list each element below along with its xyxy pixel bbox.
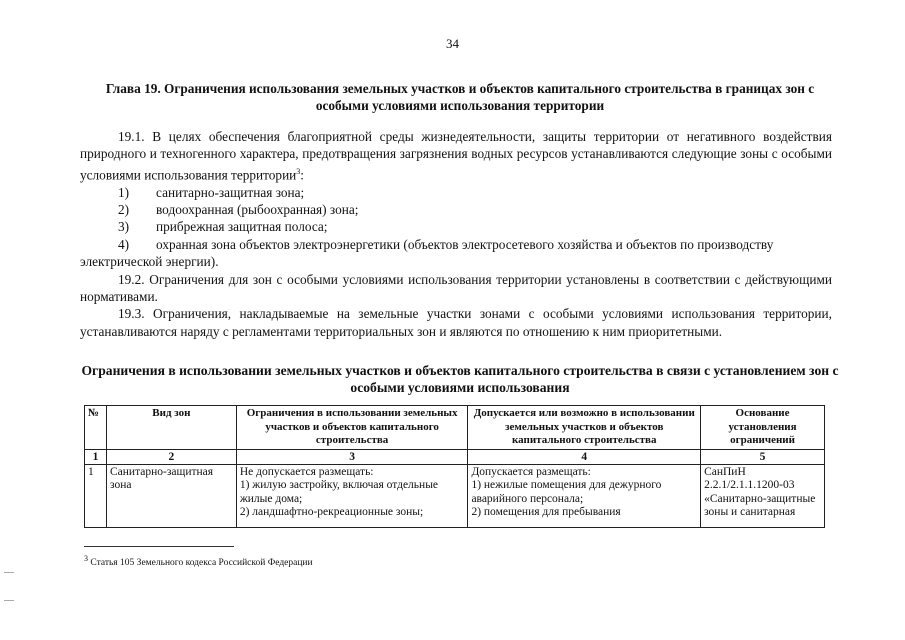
list-item: [80, 184, 832, 201]
column-header-allowed: Допускается или возможно в использовании земельных участков и объектов капитального строительства: [468, 406, 701, 450]
cell-line: СанПиН: [704, 465, 746, 478]
footnote-text: Статья 105 Земельного кодекса Российской Федерации: [88, 558, 313, 569]
page-number: 34: [446, 36, 459, 51]
list-num: 2): [118, 202, 130, 218]
column-header-zone-type: Вид зон: [106, 406, 236, 450]
column-header-restrictions: Ограничения в использовании земельных участков и объектов капитального строительства: [236, 406, 468, 450]
column-header-number: №: [85, 406, 107, 450]
basis-cell: [701, 464, 825, 527]
restrictions-table: [84, 405, 825, 528]
column-number: 1: [85, 449, 107, 464]
cell-line: 2) ландшафтно-рекреационные зоны;: [239, 506, 424, 518]
row-number: 1: [85, 464, 107, 527]
column-header-basis: Основание установления ограничений: [701, 406, 825, 450]
margin-mark: [4, 572, 14, 573]
column-number: 2: [106, 449, 236, 464]
list-num: 1): [118, 184, 130, 200]
list-text: прибрежная защитная полоса;: [156, 219, 328, 235]
cell-line: Допускается размещать:: [471, 465, 591, 478]
cell-line: 1) жилую застройку, включая отдельные жилые дома;: [239, 479, 439, 505]
zone-type-cell: Санитарно-защитная зона: [106, 464, 236, 527]
cell-line: «Санитарно-защитные: [704, 492, 816, 505]
body-text: [80, 128, 832, 340]
list-text: санитарно-защитная зона;: [156, 184, 305, 200]
restrictions-cell: [236, 464, 468, 527]
column-number: 3: [236, 449, 468, 464]
table-header-row: [85, 406, 825, 450]
table-row: [85, 464, 825, 527]
table-title: Ограничения в использовании земельных участков и объектов капитального строительства в связи с установлением зон с особыми условиями использования: [81, 363, 839, 395]
allowed-cell: [468, 464, 701, 527]
cell-line: 2) помещения для пребывания: [471, 506, 621, 518]
chapter-title: Глава 19. Ограничения использования земельных участков и объектов капитального строительства в границах зон с особыми условиями использования территории: [105, 81, 815, 113]
margin-mark: [4, 600, 14, 601]
list-item: [80, 201, 832, 218]
list-item: [80, 236, 832, 253]
list-num: 4): [118, 236, 130, 252]
table-column-numbers-row: [85, 449, 825, 464]
list-text: охранная зона объектов электроэнергетики (объектов электросетевого хозяйства и объектов по производству: [156, 236, 774, 252]
cell-line: 2.2.1/2.1.1.1200-03: [704, 479, 795, 491]
list-num: 3): [118, 219, 130, 235]
cell-line: зоны и санитарная: [704, 506, 796, 518]
list-continuation: электрической энергии).: [80, 254, 219, 270]
footnote-separator: [84, 546, 234, 547]
footnote: [84, 554, 313, 568]
cell-line: Не допускается размещать:: [239, 465, 374, 478]
footnote-mark: 3: [84, 554, 88, 563]
list-text: водоохранная (рыбоохранная) зона;: [156, 202, 359, 218]
paragraph-19-1: 19.1. В целях обеспечения благоприятной среды жизнедеятельности, защиты территории от негативного воздействия природного и техногенного характера, предотвращения загрязнения водных ресурсов устанавливаются следующие зоны с особыми условиями использования территории$^3$:: [80, 129, 832, 183]
column-number: 4: [468, 449, 701, 464]
paragraph-19-3: 19.3. Ограничения, накладываемые на земельные участки зонами с особыми условиями использования территории, устанавливаются наряду с регламентами территориальных зон и являются по отношению к ним приоритетными.: [80, 306, 832, 339]
paragraph-19-2: 19.2. Ограничения для зон с особыми условиями использования территории установлены в соответствии с действующими нормативами.: [80, 271, 832, 305]
footnote-ref[interactable]: 3: [296, 166, 301, 176]
column-number: 5: [701, 449, 825, 464]
cell-line: 1) нежилые помещения для дежурного аварийного персонала;: [471, 479, 662, 505]
list-item: [80, 218, 832, 235]
